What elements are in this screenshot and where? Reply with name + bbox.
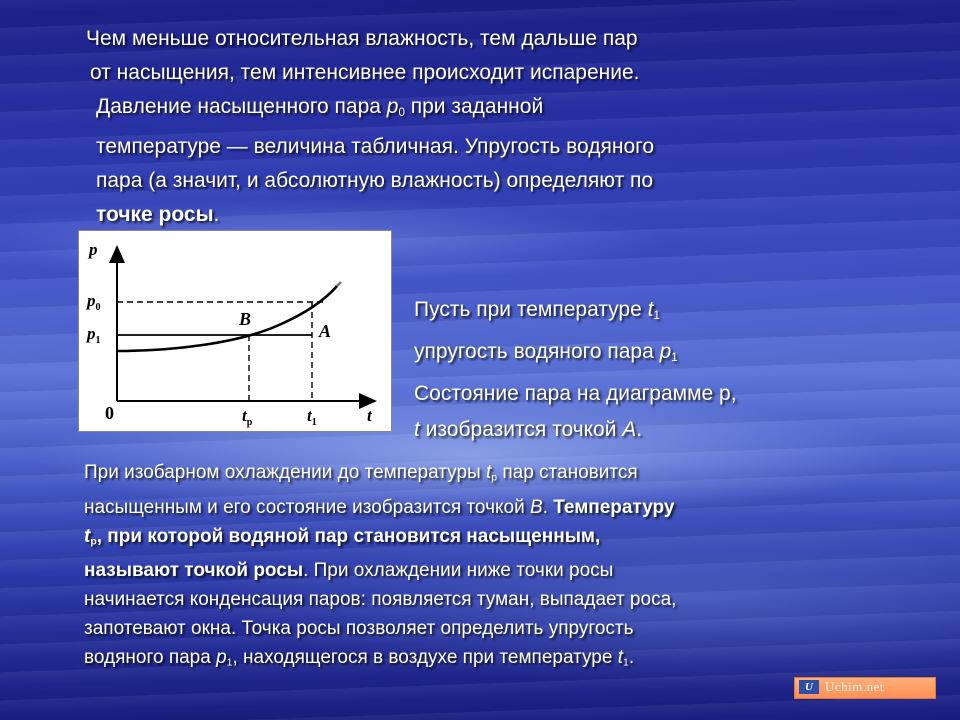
bottom-line-2: насыщенным и его состояние изобразится точкой B. Температуру xyxy=(84,496,675,518)
t1-label: $t_1$ xyxy=(307,406,317,428)
intro-paragraph xyxy=(86,22,816,232)
dew-point-explanation xyxy=(84,458,864,678)
let-line-3: Состояние пара на диаграмме p, xyxy=(414,381,737,405)
axis-t-label: t xyxy=(367,406,372,425)
bottom-line-3: $t_р$, при которой водяной пар становится насыщенным, xyxy=(84,525,601,548)
intro-line-6: точке росы. xyxy=(96,202,220,226)
let-line-4: t изобразится точкой A. xyxy=(414,417,643,441)
intro-line-2: от насыщения, тем интенсивнее происходит испарение. xyxy=(90,61,640,84)
logo-mark-icon: U xyxy=(799,680,819,694)
bottom-line-6: запотевают окна. Точка росы позволяет определить упругость xyxy=(84,618,634,640)
let-paragraph xyxy=(414,292,854,448)
point-b-label: B xyxy=(239,309,252,329)
let-line-1: Пусть при температуре $t_1$ xyxy=(414,298,660,322)
tp-label: $t_р$ xyxy=(242,406,253,428)
bottom-line-7: водяного пара $p_1$, находящегося в воздухе при температуре $t_1$. xyxy=(84,647,635,669)
intro-line-5: пара (а значит, и абсолютную влажность) определяют по xyxy=(96,168,654,192)
dew-point-term: точке росы xyxy=(96,202,214,226)
p0-label: $p_0$ xyxy=(87,291,101,313)
p1-label: $p_1$ xyxy=(87,324,101,346)
intro-line-1: Чем меньше относительная влажность, тем дальше пар xyxy=(86,27,638,50)
bottom-line-5: начинается конденсация паров: появляется туман, выпадает роса, xyxy=(84,589,677,611)
saturation-curve xyxy=(117,286,337,351)
bottom-line-4: называют точкой росы. При охлаждении ниже точки росы xyxy=(84,560,614,582)
origin-label: 0 xyxy=(105,403,114,423)
uchim-net-logo[interactable] xyxy=(794,677,936,699)
saturation-curve-fade xyxy=(337,282,341,286)
logo-text: Uchim.net xyxy=(825,679,885,694)
point-a-label: A xyxy=(319,321,332,341)
pressure-temperature-diagram xyxy=(78,230,392,432)
axis-p-label: p xyxy=(89,240,98,259)
diagram-svg xyxy=(79,231,391,431)
intro-line-4: температуре — величина табличная. Упругость водяного xyxy=(96,134,655,158)
let-line-2: упругость водяного пара $p_1$ xyxy=(414,339,678,364)
bottom-line-1: При изобарном охлаждении до температуры $t_р$ пар становится xyxy=(84,462,638,484)
intro-line-3: Давление насыщенного пара $p_0$ при заданной xyxy=(96,95,544,119)
